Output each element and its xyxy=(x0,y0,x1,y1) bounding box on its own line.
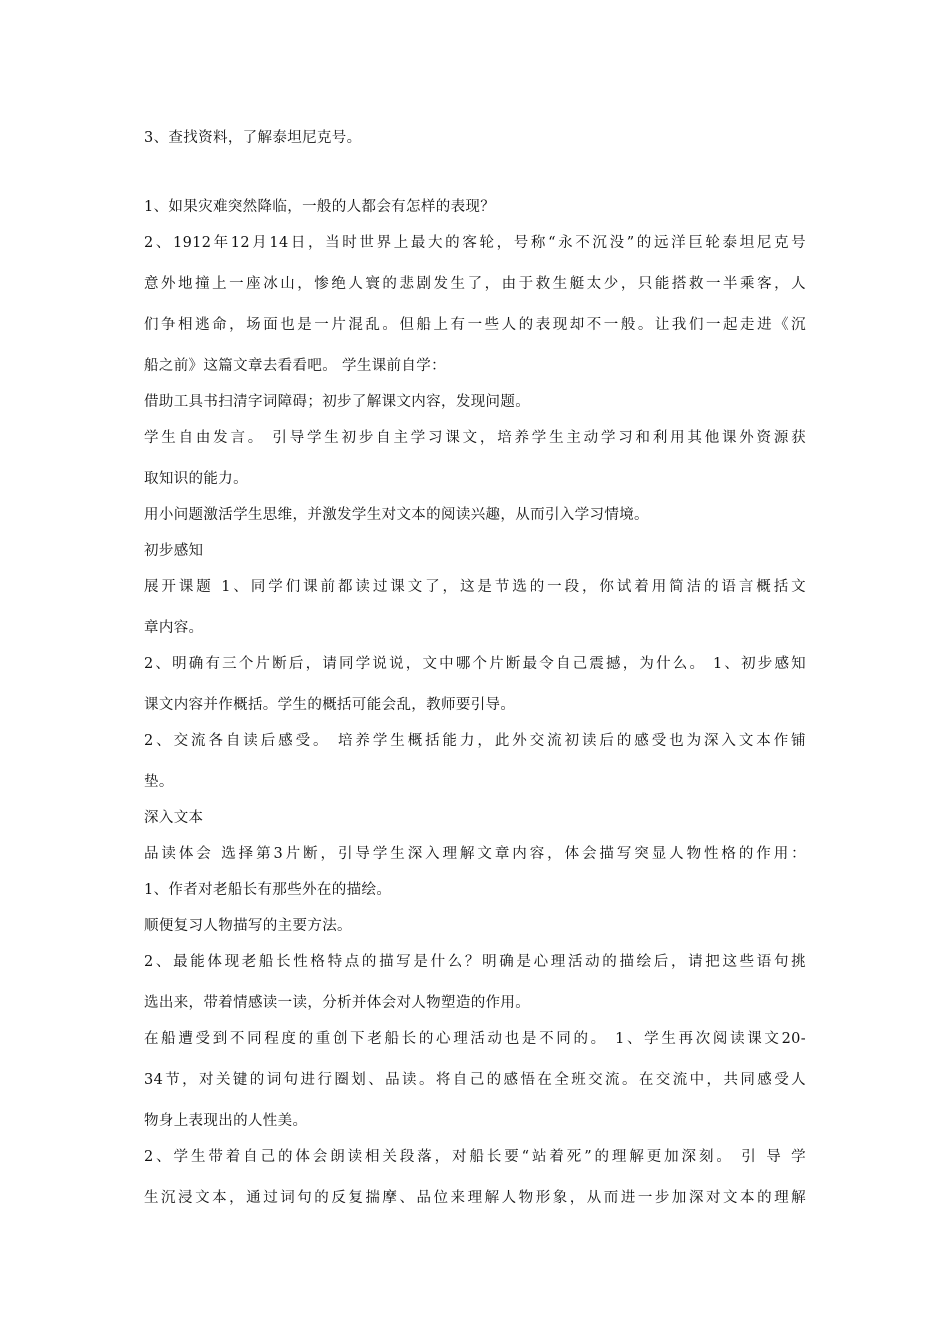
text-line: 取知识的能力。 xyxy=(144,471,248,487)
text-line: 2、最能体现老船长性格特点的描写是什么？明确是心理活动的描绘后，请把这些语句挑 xyxy=(144,954,806,970)
text-line: 2、交流各自读后感受。 培养学生概括能力，此外交流初读后的感受也为深入文本作铺 xyxy=(144,733,806,749)
text-line: 们争相逃命，场面也是一片混乱。但船上有一些人的表现却不一般。让我们一起走进《沉 xyxy=(144,317,806,333)
text-line: 章内容。 xyxy=(144,620,204,636)
section-heading: 初步感知 xyxy=(144,543,204,559)
text-line: 3、查找资料，了解泰坦尼克号。 xyxy=(144,130,362,146)
text-line: 顺便复习人物描写的主要方法。 xyxy=(144,918,352,934)
text-line: 学生自由发言。 引导学生初步自主学习课文，培养学生主动学习和利用其他课外资源获 xyxy=(144,430,806,446)
text-line: 在船遭受到不同程度的重创下老船长的心理活动也是不同的。 1、学生再次阅读课文20- xyxy=(144,1031,806,1047)
text-line: 课文内容并作概括。学生的概括可能会乱，教师要引导。 xyxy=(144,697,516,713)
text-line: 1、如果灾难突然降临，一般的人都会有怎样的表现？ xyxy=(144,199,496,215)
text-line: 品读体会 选择第3片断，引导学生深入理解文章内容，体会描写突显人物性格的作用： xyxy=(144,846,806,862)
text-line: 借助工具书扫清字词障碍；初步了解课文内容，发现问题。 xyxy=(144,394,531,410)
text-line: 选出来，带着情感读一读，分析并体会对人物塑造的作用。 xyxy=(144,995,531,1011)
text-line: 34节，对关键的词句进行圈划、品读。将自己的感悟在全班交流。在交流中，共同感受人 xyxy=(144,1072,806,1088)
text-line: 2、学生带着自己的体会朗读相关段落，对船长要“站着死”的理解更加深刻。 引 导 学 xyxy=(144,1149,806,1165)
text-line: 2、明确有三个片断后，请同学说说，文中哪个片断最令自己震撼，为什么。 1、初步感知 xyxy=(144,656,806,672)
section-heading: 深入文本 xyxy=(144,810,204,826)
text-line: 生沉浸文本，通过词句的反复揣摩、品位来理解人物形象，从而进一步加深对文本的理解 xyxy=(144,1190,806,1206)
text-line: 用小问题激活学生思维，并激发学生对文本的阅读兴趣，从而引入学习情境。 xyxy=(144,507,649,523)
text-line: 船之前》这篇文章去看看吧。 学生课前自学： xyxy=(144,358,446,374)
text-line: 展开课题 1、同学们课前都读过课文了，这是节选的一段，你试着用简洁的语言概括文 xyxy=(144,579,806,595)
text-line: 1、作者对老船长有那些外在的描绘。 xyxy=(144,882,392,898)
text-line: 垫。 xyxy=(144,774,174,790)
text-line: 2、1912年12月14日，当时世界上最大的客轮，号称“永不沉没”的远洋巨轮泰坦尼克号 xyxy=(144,235,806,251)
text-line: 物身上表现出的人性美。 xyxy=(144,1113,308,1129)
text-line: 意外地撞上一座冰山，惨绝人寰的悲剧发生了，由于救生艇太少，只能搭救一半乘客，人 xyxy=(144,276,806,292)
